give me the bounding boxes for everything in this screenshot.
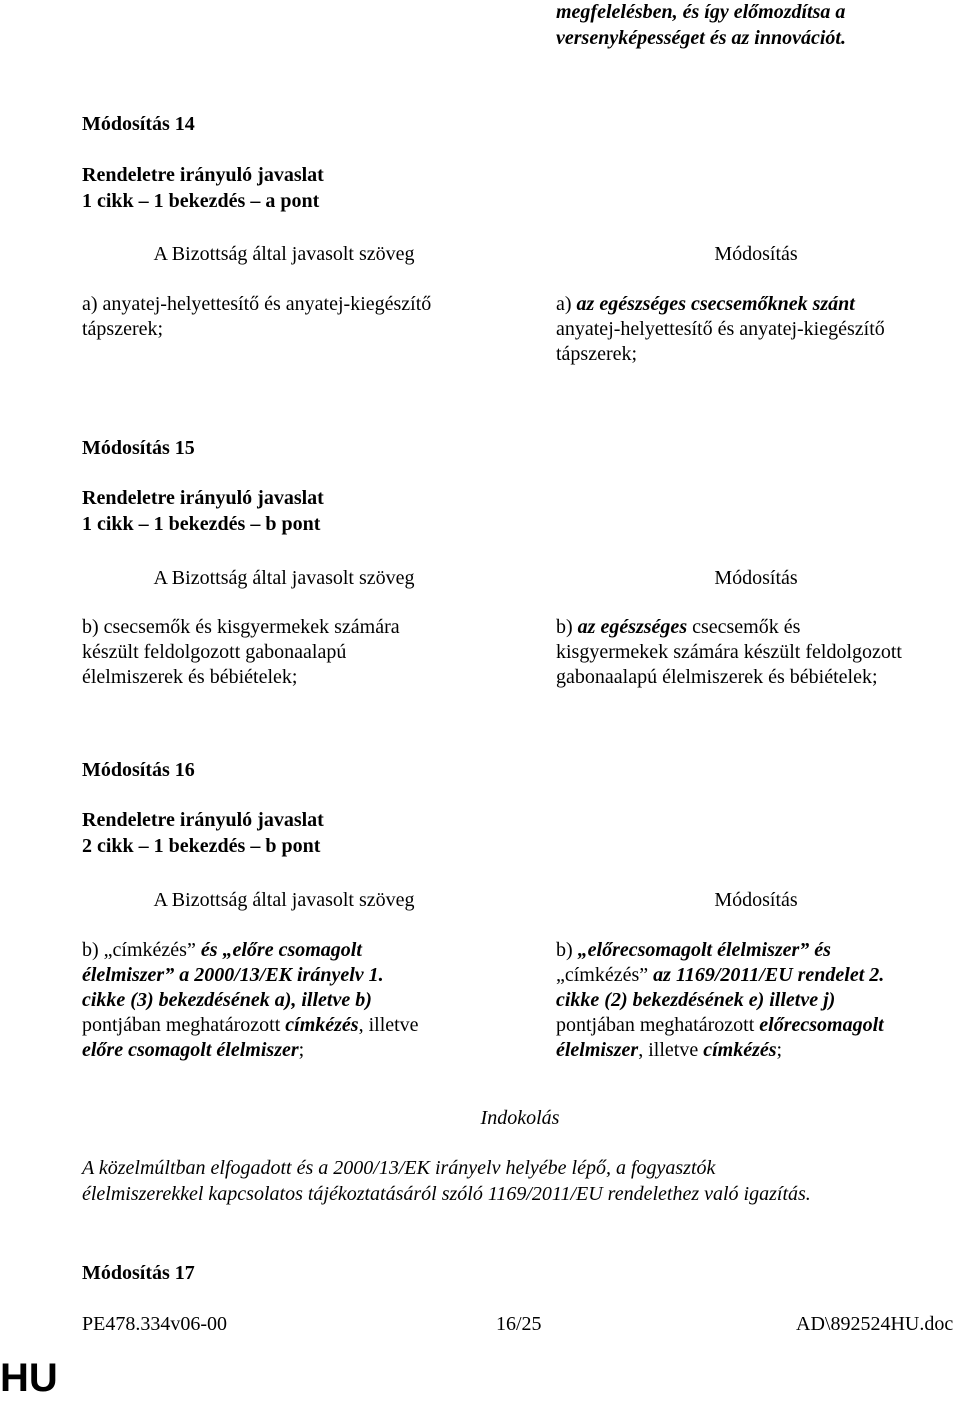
footer-language-code: HU [0, 1356, 58, 1400]
amendment-16-right-plain-1: „címkézés” [556, 964, 654, 986]
amendment-17-title: Módosítás 17 [82, 1262, 195, 1284]
amendment-16-right-line-3: cikke (2) bekezdésének e) illetve j) [556, 989, 836, 1011]
amendment-16-right-line-5 [556, 1038, 960, 1063]
amendment-16-right-insert-2: az 1169/2011/EU rendelet 2. [653, 964, 885, 986]
amendment-16-right-insert-4: élelmiszer [556, 1039, 639, 1061]
amendment-15-right-text [556, 615, 960, 690]
amendment-16-left-end: ; [298, 1039, 305, 1061]
amendment-16-ref-2: 2 cikk – 1 bekezdés – b pont [82, 835, 321, 857]
top-line-2: versenyképességet és az innovációt. [556, 27, 846, 49]
amendment-16-left-line-3: cikke (3) bekezdésének a), illetve b) [82, 989, 372, 1011]
amendment-14-right-prefix: a) [556, 293, 577, 315]
amendment-16-left-plain-2: , illetve [358, 1014, 419, 1036]
amendment-14-ref-1: Rendeletre irányuló javaslat [82, 164, 324, 186]
amendment-15-right-line-1 [556, 615, 960, 640]
amendment-14-left-line-2: tápszerek; [82, 318, 164, 340]
amendment-16-right-line-1 [556, 938, 960, 963]
amendment-16-right-prefix: b) [556, 939, 578, 961]
top-line-1: megfelelésben, és így előmozdítsa a [556, 1, 846, 23]
amendment-15-right-prefix: b) [556, 616, 578, 638]
amendment-16-left-line-4 [82, 1013, 482, 1038]
amendment-16-left-line-5 [82, 1038, 482, 1063]
amendment-14-left-header: A Bizottság által javasolt szöveg [153, 243, 415, 265]
amendment-16-left-text [82, 938, 482, 1063]
amendment-15-ref-2: 1 cikk – 1 bekezdés – b pont [82, 513, 321, 535]
amendment-14-right-text [556, 292, 960, 367]
justification-line-1: A közelmúltban elfogadott és a 2000/13/EK irányelv helyébe lépő, a fogyasztók [82, 1157, 716, 1179]
amendment-16-left-insert-1: és „előre csomagolt [200, 939, 362, 961]
amendment-14-right-header: Módosítás [714, 243, 798, 265]
amendment-15-left-text [82, 615, 482, 690]
amendment-14-right-line-2: anyatej-helyettesítő és anyatej-kiegészítő [556, 318, 885, 340]
amendment-16-title: Módosítás 16 [82, 759, 195, 781]
amendment-15-title: Módosítás 15 [82, 437, 195, 459]
amendment-15-right-line-2: kisgyermekek számára készült feldolgozott [556, 641, 902, 663]
amendment-16-right-insert-1: „előrecsomagolt élelmiszer” és [577, 939, 831, 961]
footer-page-number: 16/25 [496, 1313, 542, 1335]
amendment-15-left-line-3: élelmiszerek és bébiételek; [82, 666, 298, 688]
amendment-16-left-header: A Bizottság által javasolt szöveg [153, 889, 415, 911]
amendment-16-right-end: ; [776, 1039, 783, 1061]
footer-document-ref: PE478.334v06-00 [82, 1313, 227, 1335]
amendment-16-right-text [556, 938, 960, 1063]
amendment-15-right-rest: csecsemők és [687, 616, 801, 638]
amendment-16-right-insert-3: előrecsomagolt [759, 1014, 884, 1036]
amendment-16-left-plain: pontjában meghatározott [82, 1014, 286, 1036]
amendment-16-right-header: Módosítás [714, 889, 798, 911]
amendment-16-left-line-2: élelmiszer” a 2000/13/EK irányelv 1. [82, 964, 384, 986]
amendment-16-ref-1: Rendeletre irányuló javaslat [82, 809, 324, 831]
amendment-14-right-insert: az egészséges csecsemőknek szánt [576, 293, 855, 315]
amendment-16-right-plain-3: , illetve [638, 1039, 704, 1061]
amendment-15-ref-1: Rendeletre irányuló javaslat [82, 487, 324, 509]
amendment-16-left-line-1 [82, 938, 482, 963]
amendment-16-left-insert-3: előre csomagolt élelmiszer [82, 1039, 299, 1061]
amendment-15-right-header: Módosítás [714, 567, 798, 589]
amendment-16-right-line-4 [556, 1013, 960, 1038]
amendment-16-right-line-2 [556, 963, 960, 988]
amendment-15-left-header: A Bizottság által javasolt szöveg [153, 567, 415, 589]
amendment-15-left-line-1: b) csecsemők és kisgyermekek számára [82, 616, 400, 638]
amendment-14-left-line-1: a) anyatej-helyettesítő és anyatej-kiegészítő [82, 293, 432, 315]
amendment-16-left-prefix: b) „címkézés” [82, 939, 201, 961]
amendment-15-left-line-2: készült feldolgozott gabonaalapú [82, 641, 347, 663]
amendment-15-right-line-3: gabonaalapú élelmiszerek és bébiételek; [556, 666, 878, 688]
justification-line-2: élelmiszerekkel kapcsolatos tájékoztatásáról szóló 1169/2011/EU rendelethez való igazítás. [82, 1183, 811, 1205]
amendment-14-title: Módosítás 14 [82, 113, 195, 135]
amendment-16-left-insert-2: címkézés [285, 1014, 359, 1036]
justification-title: Indokolás [480, 1107, 560, 1129]
footer-file-name: AD\892524HU.doc [796, 1313, 954, 1335]
amendment-15-right-insert: az egészséges [577, 616, 688, 638]
amendment-14-left-text [82, 292, 482, 342]
amendment-16-right-plain-2: pontjában meghatározott [556, 1014, 760, 1036]
amendment-14-right-line-1 [556, 292, 960, 317]
amendment-14-right-line-3: tápszerek; [556, 343, 638, 365]
amendment-16-right-insert-5: címkézés [703, 1039, 777, 1061]
amendment-14-ref-2: 1 cikk – 1 bekezdés – a pont [82, 190, 320, 212]
